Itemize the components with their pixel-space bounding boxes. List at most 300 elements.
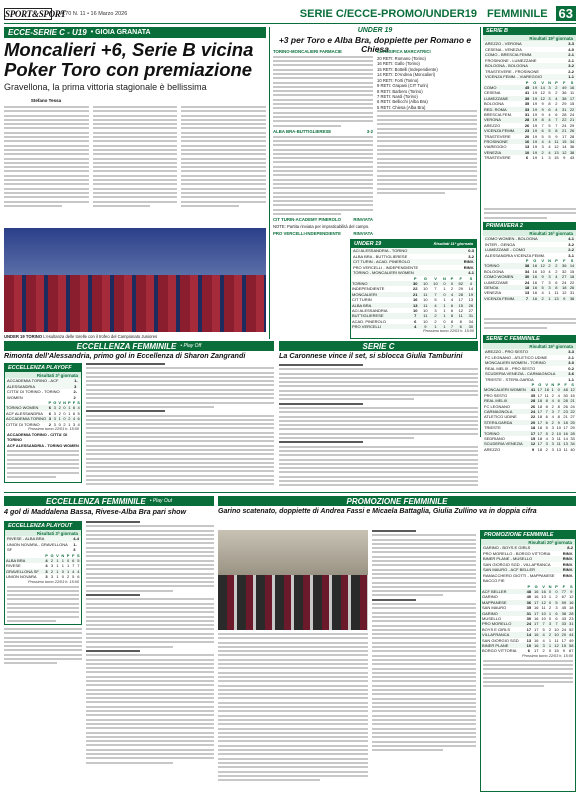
u19-column-title: UNDER 19	[357, 27, 393, 34]
match-score: RINV.	[562, 556, 573, 562]
serie-c-band-title: SERIE C	[362, 341, 395, 351]
match-score: 3-2	[568, 63, 574, 69]
column-header: F	[564, 382, 567, 388]
team-name: BORGO VITTORIA	[482, 648, 517, 654]
u19-standings-table	[351, 276, 476, 330]
lead-kicker-band	[4, 27, 266, 38]
stat-cell: 4	[541, 290, 544, 296]
stat-cell: 18	[537, 414, 543, 420]
stat-cell: 41	[530, 387, 536, 393]
stat-cell: 10	[526, 642, 532, 648]
stat-cell: 12	[569, 594, 574, 600]
stat-cell: 1	[61, 563, 64, 569]
column-header: V	[434, 275, 437, 281]
match-label: REAL MELIX - PRO SESTO	[485, 365, 536, 371]
stat-cell: 3	[548, 621, 552, 627]
stat-cell: 9	[539, 274, 547, 279]
u19-mid3-match: PRO VERCELLI-INDEPENDIENTE	[273, 230, 342, 236]
team-name: VICENZA FEMM.	[483, 296, 523, 301]
stat-cell: 24	[561, 626, 567, 632]
stat-cell: 28	[569, 610, 574, 616]
playout-body	[86, 521, 214, 791]
stat-cell: 7	[523, 296, 531, 301]
stat-cell: 31	[524, 111, 530, 117]
stat-cell: 3	[50, 563, 54, 569]
stat-cell: 31	[466, 313, 476, 318]
match-label: AREZZO - VERONA	[485, 41, 522, 46]
stat-cell: 6	[555, 111, 558, 117]
stat-cell: 2	[548, 263, 551, 269]
stat-cell: 7	[541, 279, 544, 285]
column-header: S	[569, 583, 573, 589]
stat-cell: 15	[530, 436, 536, 441]
stat-cell: 2	[551, 430, 554, 436]
stat-cell: 2	[553, 263, 561, 268]
stat-cell: 7	[543, 409, 550, 414]
column-header: F	[72, 400, 76, 406]
stat-cell: 35	[526, 605, 532, 611]
serie-b-box	[483, 27, 576, 211]
column-header: N	[548, 258, 551, 264]
team-name: BINER PLANE	[481, 643, 525, 648]
stat-cell: 4	[551, 414, 554, 420]
stat-cell: 33	[524, 106, 530, 112]
stat-cell: 30	[466, 324, 476, 329]
stat-cell: 3	[551, 446, 554, 452]
stat-cell: 19	[532, 95, 538, 101]
stat-cell: 44	[569, 632, 574, 638]
match-score: 1-1	[568, 74, 574, 80]
serie-c-title: SERIE C FEMMINILE	[486, 336, 540, 342]
stat-cell: 10	[556, 425, 562, 431]
stat-cell: 6	[543, 420, 550, 425]
promozione-band	[218, 496, 576, 506]
stat-cell: 6	[548, 106, 551, 112]
primavera-box	[483, 222, 576, 316]
stat-cell: 1	[56, 574, 59, 580]
stat-cell: 28	[530, 398, 536, 404]
match-score: 2-2	[568, 68, 574, 74]
stat-cell: 36	[569, 144, 575, 150]
match-score: 2-1	[568, 354, 574, 360]
stat-cell: 39	[524, 95, 530, 101]
stat-cell: 35	[530, 392, 536, 398]
column-header: G	[50, 552, 54, 558]
stat-cell: 22	[569, 106, 575, 112]
promozione-photo	[218, 530, 368, 630]
stat-cell: 19	[532, 133, 538, 139]
column-header: N	[63, 400, 66, 406]
stat-cell: 13	[554, 149, 559, 155]
team-name: TRASTEVERE	[484, 133, 511, 139]
match-score: 3-3	[568, 349, 574, 354]
stat-cell: 45	[561, 605, 567, 611]
playoff-standings	[5, 400, 81, 427]
stat-cell: 2	[555, 101, 558, 107]
serie-c-sub: Risultati 19ª giornata	[483, 343, 576, 349]
u19-mid2-score: RINVIATA	[353, 217, 373, 223]
u19-standings-box	[350, 239, 477, 339]
match-label: CIT TURIN - ACAD. PINEROLO	[353, 259, 410, 265]
match-label: TORINO - MONCALIERI WOMEN	[353, 270, 414, 276]
playoff-next-2: ACF ALESSANDRIA - TORINO WOMEN	[7, 443, 79, 449]
team-name: COMO WOMEN	[483, 274, 523, 279]
primavera-title: PRIMAVERA 2	[486, 223, 523, 229]
serie-c-headline: La Caronnese vince il set, si sblocca Giulia Tamburini	[279, 351, 463, 360]
stat-cell: 38	[569, 295, 575, 301]
match-score: 3-0	[568, 360, 574, 366]
scorer-line: 9 RETI: Grapasi (CIT Turin)	[377, 83, 429, 89]
stat-cell: 4	[548, 268, 551, 274]
stat-cell: 18	[537, 403, 543, 409]
team-name: PRO SESTO	[484, 392, 508, 398]
stat-cell: 21	[561, 128, 567, 134]
stat-cell: 5	[548, 133, 551, 139]
stat-cell: 1	[67, 563, 70, 569]
stat-cell: 12	[554, 642, 559, 648]
stat-cell: 19	[532, 144, 538, 150]
stat-cell: 67	[569, 648, 574, 654]
stat-cell: 17	[537, 430, 543, 436]
stat-cell: 8	[553, 285, 561, 290]
stat-cell: 3	[555, 605, 558, 611]
stat-cell: 16	[569, 599, 574, 605]
stat-cell: 6	[72, 405, 76, 411]
stat-cell: 8	[543, 398, 550, 403]
promozione-box-title: PROMOZIONE FEMMINILE	[484, 532, 554, 538]
stat-cell: 10	[541, 615, 546, 621]
team-name: TORINO	[483, 431, 530, 436]
stat-cell: 2	[555, 268, 558, 274]
match-score: 4-1	[568, 236, 574, 241]
stat-cell: 4	[542, 637, 545, 643]
stat-cell: 30	[563, 392, 568, 398]
stat-cell: 23	[524, 128, 530, 134]
eccellenza-playoff-band-title: ECCELLENZA FEMMINILE	[76, 341, 177, 351]
stat-cell: 8	[553, 128, 561, 133]
u19-results-list	[351, 248, 476, 276]
eccellenza-playoff-headline: Rimonta dell'Alessandria, primo gol in Eccellenza di Sharon Zangrandi	[4, 351, 246, 360]
stat-cell: 4	[410, 324, 420, 329]
stat-cell: 28	[524, 117, 530, 123]
stat-cell: 3	[45, 574, 48, 580]
u19-scorers-list	[377, 56, 477, 111]
stat-cell: 9	[560, 296, 568, 301]
stat-cell: 18	[537, 398, 543, 404]
stat-cell: 2	[63, 421, 66, 427]
match-score: RINV.	[562, 567, 573, 573]
stat-cell: 0	[548, 589, 552, 594]
u19-note: NOTE: Partita rinviata per impraticabilità del campo.	[273, 224, 370, 230]
serie-b-standings	[483, 80, 576, 161]
stat-cell: 15	[570, 392, 575, 398]
match-label: BOLOGNA - BOLOGNA	[485, 63, 528, 69]
stat-cell: 4	[539, 139, 547, 144]
stat-cell: 58	[569, 642, 574, 648]
stat-cell: 13	[524, 290, 530, 296]
stat-cell: 17	[563, 425, 568, 431]
stat-cell: 13	[410, 303, 420, 308]
stat-cell: 17	[537, 392, 543, 398]
column-header: F	[459, 275, 462, 281]
stat-cell: 40	[526, 594, 532, 600]
promozione-next-round: Prossimo turno 22/03 h. 15:00	[522, 653, 573, 658]
match-label: ACI ALESSANDRIA - TORINO	[353, 248, 408, 253]
serie-c-results	[483, 349, 576, 382]
column-header: P	[48, 400, 52, 406]
stat-cell: 1	[68, 410, 71, 416]
stat-cell: 4	[548, 138, 551, 144]
primavera-table-row	[483, 296, 576, 301]
stat-cell: 22	[561, 117, 567, 123]
stat-cell: 2	[50, 557, 54, 563]
team-name: SCUDERIA VENEZIA	[483, 441, 530, 446]
column-header: F	[562, 583, 566, 589]
stat-cell: 5	[548, 90, 551, 96]
team-name: GARINO	[482, 594, 498, 600]
stat-cell: 9	[563, 155, 566, 161]
playoff-result-row	[5, 378, 81, 389]
column-header: G	[423, 275, 427, 281]
column-header: S	[469, 275, 473, 281]
stat-cell: 24	[530, 409, 536, 415]
stat-cell: 2	[548, 626, 552, 632]
team-name: BOLOGNA	[484, 268, 504, 274]
stat-cell: 10	[554, 632, 559, 638]
stat-cell: 19	[532, 111, 538, 117]
stat-cell: 9	[541, 111, 544, 117]
stat-cell: 3	[72, 421, 76, 427]
team-name: ACI ALESSANDRIA	[352, 307, 388, 313]
stat-cell: 4	[553, 274, 561, 279]
team-name: TRIESTE	[484, 425, 501, 431]
stat-cell: 14	[563, 436, 568, 441]
stat-cell: 24	[569, 111, 575, 117]
stat-cell: 16	[541, 589, 546, 594]
team-name: TORINO	[351, 281, 410, 286]
stat-cell: 4	[551, 398, 554, 404]
eccellenza-playout-band-sub: • Play Out	[149, 498, 173, 504]
stat-cell: 4	[548, 111, 551, 117]
stat-cell: 28	[561, 111, 567, 117]
column-header: S	[77, 400, 80, 406]
stat-cell: 6	[448, 303, 455, 308]
stat-cell: 19	[532, 117, 538, 123]
stat-cell: 3	[548, 85, 551, 90]
primavera-sub: Risultati 16ª giornata	[483, 230, 576, 236]
stat-cell: 6	[77, 574, 80, 580]
primavera-results	[483, 236, 576, 258]
stat-cell: 4	[545, 436, 548, 441]
stat-cell: 2	[58, 405, 61, 411]
stat-cell: 17	[526, 626, 532, 632]
stat-cell: 1	[61, 557, 64, 563]
promozione-results	[481, 545, 575, 584]
stat-cell: 17	[533, 626, 539, 632]
stat-cell: 14	[468, 286, 474, 292]
eccellenza-playoff-band-sub: • Play Off	[180, 343, 202, 349]
stat-cell: 1	[430, 324, 440, 329]
stat-cell: 17	[561, 133, 567, 139]
stat-cell: 7	[553, 621, 560, 626]
match-label: SAN MAURO - ACF BELLER	[483, 567, 536, 573]
stat-cell: 4	[548, 117, 551, 123]
match-label: COMO - BRESCIA FEMM.	[485, 52, 533, 58]
stat-cell: 3	[53, 421, 56, 427]
stat-cell: 16	[563, 430, 568, 436]
lead-kicker-sub: • GIOIA GRANATA	[90, 29, 151, 36]
team-name: VICENZA FEMM.	[483, 128, 523, 133]
stat-cell: 43	[561, 615, 567, 621]
stat-cell: 4	[553, 96, 561, 101]
scorer-line: 10 RETI: Forti (Torino)	[377, 77, 419, 83]
stat-cell: 3	[53, 410, 56, 416]
stat-cell: 0	[63, 410, 66, 416]
playout-standings	[5, 553, 81, 580]
team-name: MONCALIERI	[351, 292, 410, 297]
stat-cell: 16	[533, 637, 539, 643]
serie-c-box	[483, 335, 576, 465]
lead-author: Stefano Tessa	[30, 98, 62, 103]
stat-cell: 21	[410, 292, 420, 297]
stat-cell: 0	[548, 648, 552, 654]
stat-cell: 3	[434, 307, 437, 313]
stat-cell: 2	[430, 313, 440, 318]
stat-cell: 48	[563, 387, 568, 393]
stat-cell: 0	[555, 387, 562, 392]
team-name: ATLETICO UDINE	[484, 414, 517, 420]
team-name: BUTTIGLIERESE	[351, 313, 410, 318]
stat-cell: 28	[569, 133, 575, 139]
stat-cell: 1	[68, 405, 71, 411]
stat-cell: 21	[563, 414, 568, 420]
eccellenza-playout-band-title: ECCELLENZA FEMMINILE	[45, 496, 146, 506]
stat-cell: 3	[548, 279, 551, 285]
column-header: N	[443, 275, 446, 281]
stat-cell: 11	[420, 313, 430, 318]
promozione-body-left	[218, 633, 368, 793]
stat-cell: 43	[569, 155, 575, 161]
stat-cell: 11	[556, 441, 561, 447]
stat-cell: 4	[450, 297, 454, 303]
team-name: GRAVELLONA SF	[5, 569, 44, 574]
stat-cell: 26	[569, 128, 575, 134]
match-label: VICENZA FEMM. - VIAREGGIO	[485, 74, 543, 80]
stat-cell: 4	[548, 149, 551, 155]
photo-caption	[4, 334, 266, 339]
stat-cell: 0	[441, 292, 449, 297]
stat-cell: 8	[450, 318, 454, 324]
stat-cell: 12	[541, 599, 546, 605]
u19-scorers-title: CLASSIFICA MARCATRICI	[377, 49, 431, 54]
stat-cell: 9	[562, 648, 565, 654]
primavera-standings	[483, 258, 576, 301]
stat-cell: 16	[524, 138, 530, 144]
match-score: 1-1	[568, 376, 574, 382]
stat-cell: 19	[532, 101, 538, 107]
team-name: ACF ALESSANDRIA	[6, 410, 43, 416]
match-label: RAMACCHERO GIOTTI - MAPPANESE BACCO FIE	[483, 572, 555, 584]
stat-cell: 19	[466, 292, 476, 297]
stat-cell: 6	[72, 410, 76, 416]
stat-cell: 4	[430, 303, 440, 308]
column-header: S	[570, 79, 574, 85]
match-label: SCUDERIA VENEZIA - CARMAGNOLA	[485, 371, 556, 377]
column-header: P	[555, 79, 558, 85]
scorer-line: 20 RETI: Romano (Torino)	[377, 55, 426, 61]
stat-cell: 67	[561, 594, 567, 600]
column-header: G	[533, 79, 537, 85]
stat-cell: 34	[524, 268, 530, 274]
stat-cell: 10	[423, 286, 428, 292]
stat-cell: 10	[412, 307, 418, 313]
column-header: S	[571, 382, 574, 388]
stat-cell: 11	[563, 446, 568, 452]
team-name: AREZZO	[484, 122, 501, 128]
stat-cell: 17	[561, 637, 567, 643]
column-header: P	[525, 79, 529, 85]
match-score: 0-3	[468, 248, 474, 253]
match-score: 3-6	[568, 371, 574, 377]
stat-cell: 17	[537, 387, 543, 393]
match-score: 2-1	[568, 57, 574, 63]
stat-cell: 16	[532, 263, 538, 269]
stat-cell: 6	[555, 615, 558, 621]
playoff-table-row	[5, 416, 81, 421]
stat-cell: 0	[61, 574, 64, 580]
photo-caption-text: L'esultanza delle torelle con il trofeo del Campionato Juniores	[43, 334, 158, 339]
stat-cell: 0	[58, 421, 61, 427]
match-score: RINV.	[562, 550, 573, 556]
stat-cell: 6	[414, 318, 417, 324]
stat-cell: 11	[541, 605, 546, 611]
match-label: RIVESE - ALBA BRA	[7, 536, 45, 541]
column-header: S	[570, 258, 574, 264]
stat-cell: 16	[412, 297, 418, 303]
match-label: COMO WOMEN - BOLOGNA	[485, 236, 538, 241]
stat-cell: 2	[58, 410, 61, 416]
stat-cell: 15	[561, 138, 567, 144]
stat-cell: 6	[545, 414, 548, 420]
stat-cell: 17	[537, 409, 543, 415]
stat-cell: 7	[72, 563, 75, 569]
stat-cell: 1	[58, 416, 61, 422]
serie-c-body	[279, 364, 478, 489]
playout-box-title: ECCELLENZA PLAYOUT	[8, 523, 73, 529]
stat-cell: 26	[524, 122, 530, 128]
stat-cell: 5	[543, 431, 550, 436]
scorer-line: 14 RETI: D'Andrea (Moncalieri)	[377, 72, 436, 78]
scorer-line: 15 RETI: Bottelli (Independiente)	[377, 66, 438, 72]
stat-cell: 5	[434, 297, 437, 303]
match-score: 1-3	[74, 378, 78, 389]
stat-cell: 34	[570, 441, 575, 447]
stat-cell: 2	[555, 594, 558, 600]
match-label: SAN GIORGIO SGD - VILLAFRANCA	[483, 561, 551, 567]
stat-cell: 20	[530, 419, 536, 425]
stat-cell: 6	[48, 405, 51, 411]
stat-cell: 1	[548, 610, 552, 616]
stat-cell: 20	[524, 133, 530, 139]
team-name: MUSELLO	[482, 615, 502, 621]
stat-cell: 4	[72, 568, 75, 574]
stat-cell: 33	[561, 621, 567, 627]
promozione-standings	[481, 584, 575, 654]
column-header: V	[58, 400, 62, 406]
team-name: RED. ROMA	[483, 107, 523, 112]
stat-cell: 29	[458, 286, 463, 292]
stat-cell: 8	[557, 403, 560, 409]
